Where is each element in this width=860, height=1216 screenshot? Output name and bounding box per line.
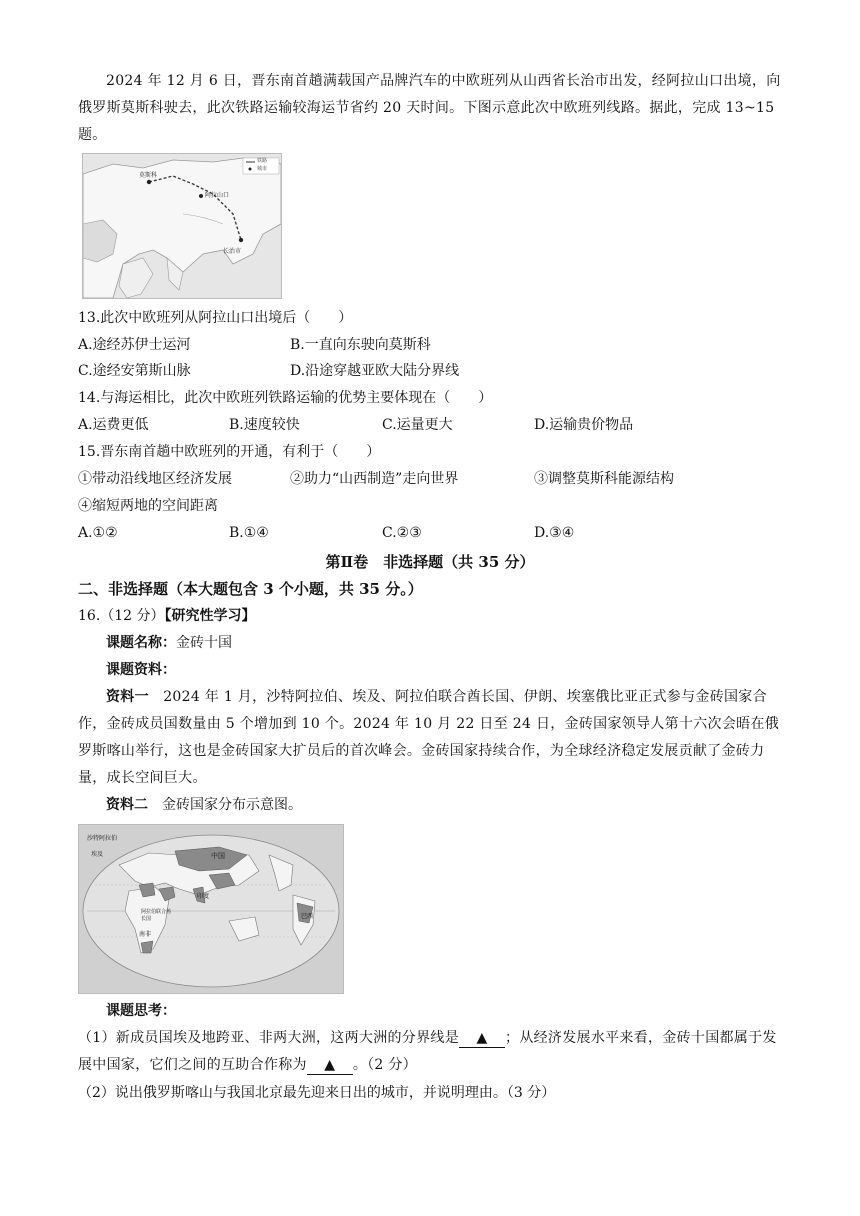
label-moscow: 莫斯科: [139, 172, 158, 179]
question-13-options-row2: [78, 358, 784, 384]
label-india: 印度: [197, 893, 210, 900]
q15-item-1: ①带动沿线地区经济发展: [78, 471, 232, 487]
label-south-africa: 南非: [139, 931, 152, 938]
q13-option-a: A.途经苏伊士运河: [78, 337, 191, 353]
label-uae: 阿拉伯联合酋长国: [141, 909, 172, 922]
section-2-title: 第Ⅱ卷 非选择题（共 35 分）: [325, 553, 535, 571]
answer-blank-1[interactable]: ▲: [459, 1029, 505, 1048]
question-15-items-row2: [78, 493, 784, 519]
q13-option-c: C.途经安第斯山脉: [78, 363, 191, 379]
legend-city: 城市: [257, 166, 268, 172]
section-2-heading: 二、非选择题（本大题包含 3 个小题，共 35 分。）: [78, 580, 423, 598]
label-saudi-arabia: 沙特阿拉伯: [87, 835, 118, 842]
q14-option-a: A.运费更低: [78, 417, 149, 433]
question-16-1: [78, 1025, 784, 1079]
q14-option-d: D.运输贵价物品: [534, 417, 634, 433]
question-13-stem: 13.此次中欧班列从阿拉山口出境后（ ）: [78, 310, 353, 326]
material-1-label: 资料一: [106, 689, 149, 705]
q16-1-part-a: （1）新成员国埃及地跨亚、非两大洲，这两大洲的分界线是: [78, 1030, 460, 1046]
question-13-options-row1: [78, 332, 784, 358]
q15-option-b: B.①④: [229, 525, 269, 541]
passage-text: 2024 年 12 月 6 日，晋东南首趟满载国产品牌汽车的中欧班列从山西省长治市出发，经阿拉山口出境，向俄罗斯莫斯科驶去，此次铁路运输较海运节省约 20 天时间。下图示意此次中欧班列线路。据此，完成 13~15 题。: [78, 73, 781, 143]
label-changzhi: 长治市: [223, 248, 242, 255]
q13-option-b: B.一直向东驶向莫斯科: [290, 337, 431, 353]
q16-tag: 【研究性学习】: [164, 608, 256, 624]
question-14-stem: 14.与海运相比，此次中欧班列铁路运输的优势主要体现在（ ）: [78, 390, 493, 406]
q14-option-c: C.运量更大: [382, 417, 453, 433]
question-15-stem: 15.晋东南首趟中欧班列的开通，有利于（ ）: [78, 444, 381, 460]
thinking-label: 课题思考：: [106, 1003, 176, 1019]
question-14-options: [78, 412, 784, 438]
q15-option-a: A.①②: [78, 525, 118, 541]
label-alashankou: 阿拉山口: [205, 192, 230, 199]
q14-option-b: B.速度较快: [229, 417, 300, 433]
q16-score: 16.（12 分）: [78, 608, 165, 624]
q15-item-3: ③调整莫斯科能源结构: [534, 471, 674, 487]
material-2: [78, 792, 784, 818]
question-16-2: （2）说出俄罗斯喀山与我国北京最先迎来日出的城市，并说明理由。（3 分）: [78, 1085, 556, 1101]
railway-map-graphic: [83, 154, 281, 298]
question-15-options: [78, 520, 784, 546]
material-1: [78, 684, 784, 792]
material-1-text: 2024 年 1 月，沙特阿拉伯、埃及、阿拉伯联合酋长国、伊朗、埃塞俄比亚正式参与金砖国家合作，金砖成员国数量由 5 个增加到 10 个。2024 年 10 月 22 日至 24 日，金砖国家领导人第十六次会晤在俄罗斯喀山举行，这也是金砖国家大扩员后的首次峰会。金砖国家持续合作，为全球经济稳定发展贡献了金砖力量，成长空间巨大。: [78, 689, 780, 786]
q15-option-d: D.③④: [534, 525, 575, 541]
material-2-label: 资料二: [106, 797, 148, 813]
q13-option-d: D.沿途穿越亚欧大陆分界线: [290, 363, 460, 379]
railway-route-map: [82, 153, 282, 299]
q16-1-part-b: ；从经济发展水平来看，金砖十国都属于发展中国家，它们之间的互助合作称为: [78, 1030, 777, 1073]
brics-world-map: [78, 824, 344, 994]
label-brazil: 巴西: [301, 913, 314, 920]
legend-railway: 铁路: [257, 158, 268, 164]
q15-option-c: C.②③: [382, 525, 422, 541]
topic-row: [78, 630, 784, 656]
q15-item-4: ④缩短两地的空间距离: [78, 498, 218, 514]
label-china: 中国: [211, 852, 225, 860]
question-16-header: [78, 603, 784, 629]
question-15-items-row1: [78, 466, 784, 492]
topic-name: 金砖十国: [176, 635, 232, 651]
answer-blank-2[interactable]: ▲: [307, 1056, 353, 1075]
material-2-text: 金砖国家分布示意图。: [162, 797, 302, 813]
materials-label: 课题资料：: [106, 662, 176, 678]
topic-label: 课题名称：: [106, 635, 176, 651]
q15-item-2: ②助力“山西制造”走向世界: [290, 471, 459, 487]
q16-1-part-c: 。（2 分）: [352, 1057, 417, 1073]
label-egypt: 埃及: [91, 851, 104, 858]
